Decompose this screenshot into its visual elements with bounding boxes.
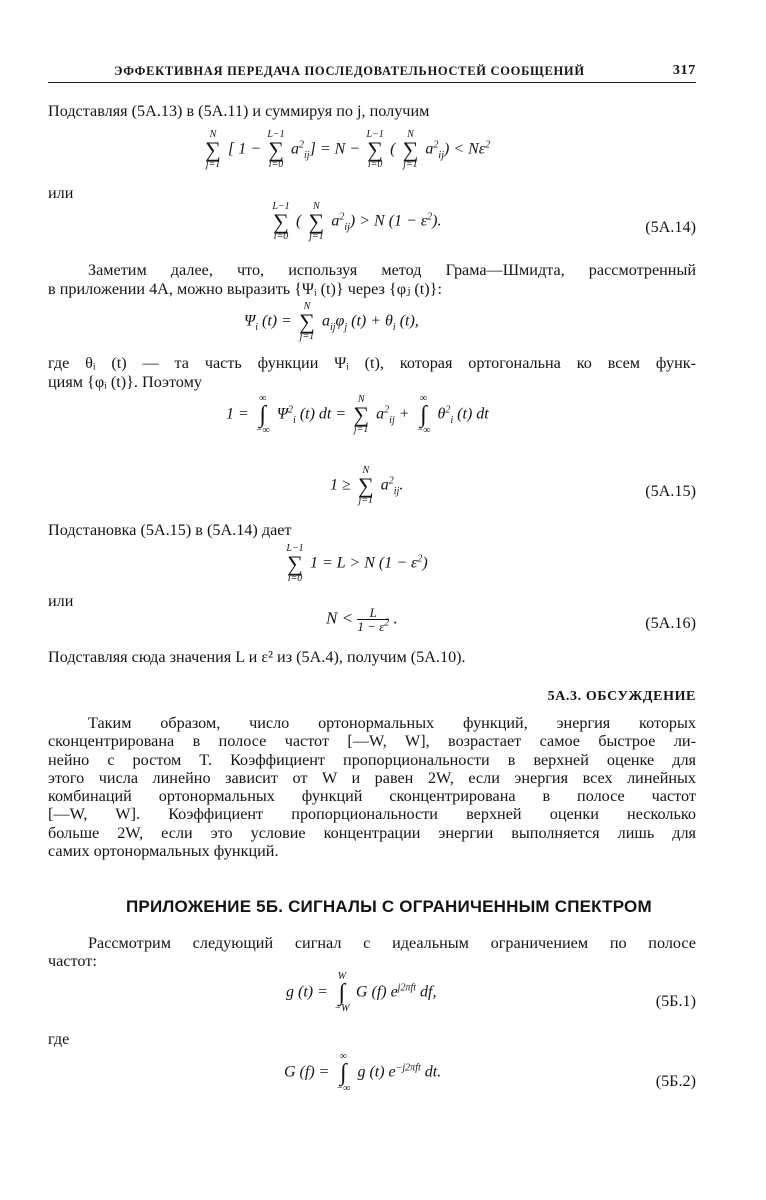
section-title-discussion: 5А.3. ОБСУЖДЕНИЕ [547, 689, 696, 704]
word-or-2: или [48, 592, 74, 610]
page-number: 317 [672, 63, 696, 78]
equation-sum-L: L−1 ∑ i=0 1 = L > N $(1 - \varepsilon^2)$ [286, 543, 428, 584]
paragraph-substitution: Подставляя (5А.13) в (5А.11) и суммируя по j, получим [48, 102, 430, 120]
equation-5A16: N < $\frac{L}{1 - \varepsilon^2}$ . [326, 605, 398, 634]
running-header [48, 62, 696, 83]
running-head-title: ЭФФЕКТИВНАЯ ПЕРЕДАЧА ПОСЛЕДОВАТЕЛЬНОСТЕЙ СООБЩЕНИЙ [114, 64, 585, 78]
equation-norm-integral: 1 = ∞ ∫ −∞ $\Psi^2_i$ (t) dt = N ∑ j=1 $a^2_{ij}$ + ∞ ∫ −∞ $\theta^2_i$ (t) dt [226, 393, 489, 436]
equation-unnumbered: N ∑ j=1 [ 1 − L−1 ∑ i=0 $a^2_{ij}] = N$ − L−1 ∑ i=0 ( N ∑ j=1 $a^2_{ij}) < N\varepsilon^2$ [205, 129, 491, 170]
appendix-title: ПРИЛОЖЕНИЕ 5Б. СИГНАЛЫ С ОГРАНИЧЕННЫМ СПЕКТРОМ [126, 897, 652, 916]
paragraph-band-limited-line1: Рассмотрим следующий сигнал с идеальным ограничением по полосе [88, 934, 696, 952]
equation-5B1: g (t) = W ∫ −W G (f) $e^{j2\pi ft}$ df, [286, 971, 437, 1014]
paragraph-band-limited-line2: частот: [48, 952, 97, 970]
equation-label-5A14: (5А.14) [645, 218, 696, 236]
discussion-line: самих ортонормальных функций. [48, 842, 279, 861]
equation-label-5B2: (5Б.2) [655, 1072, 696, 1090]
discussion-line: сконцентрирована в полосе частот [—W, W], возрастает самое быстрое ли- [48, 732, 696, 751]
paragraph-theta-line1: где θᵢ (t) — та часть функции Ψᵢ (t), которая ортогональна ко всем функ- [48, 354, 696, 372]
discussion-line: больше 2W, если это условие концентрации энергии выполняется лишь для [48, 823, 696, 842]
paragraph-substitution-2: Подстановка (5А.15) в (5А.14) дает [48, 521, 292, 539]
word-or-1: или [48, 184, 74, 202]
word-where: где [48, 1030, 70, 1048]
equation-5A14: L−1 ∑ i=0 ( N ∑ j=1 $a^2_{ij}) > N$ $(1 - \varepsilon^2)$. [272, 201, 442, 242]
paragraph-gram-schmidt-line2: в приложении 4А, можно выразить {Ψᵢ (t)} через {φⱼ (t)}: [48, 280, 442, 298]
equation-psi-expansion: $\Psi_i$ (t) = N ∑ j=1 $a_{ij}\varphi_j$ $(t) + \theta_i$ (t), [244, 301, 419, 342]
paragraph-gram-schmidt-line1: Заметим далее, что, используя метод Грама—Шмидта, рассмотренный [88, 261, 696, 279]
discussion-paragraph [48, 714, 696, 860]
discussion-line: Таким образом, число ортонормальных функций, энергия которых [88, 714, 696, 732]
discussion-line: комбинаций ортонормальных функций сконцентрирована в полосе частот [48, 787, 696, 806]
equation-5B2: G (f) = ∞ ∫ −∞ g (t) $e^{-j2\pi ft}$ dt. [284, 1051, 442, 1094]
discussion-line: этого числа линейно зависит от W и равен 2W, если энергия всех линейных [48, 768, 696, 787]
discussion-line: нейно с ростом T. Коэффициент пропорциональности в верхней оценке для [48, 750, 696, 769]
equation-5A15: 1 ≥ N ∑ j=1 $a^2_{ij}$. [330, 465, 404, 506]
paragraph-conclusion: Подставляя сюда значения L и ε² из (5А.4), получим (5А.10). [48, 648, 466, 666]
equation-label-5A15: (5А.15) [645, 482, 696, 500]
paragraph-theta-line2: циям {φᵢ (t)}. Поэтому [48, 373, 202, 391]
equation-label-5A16: (5А.16) [645, 614, 696, 632]
discussion-line: [—W, W]. Коэффициент пропорциональности верхней оценки несколько [48, 805, 696, 824]
equation-label-5B1: (5Б.1) [655, 992, 696, 1010]
